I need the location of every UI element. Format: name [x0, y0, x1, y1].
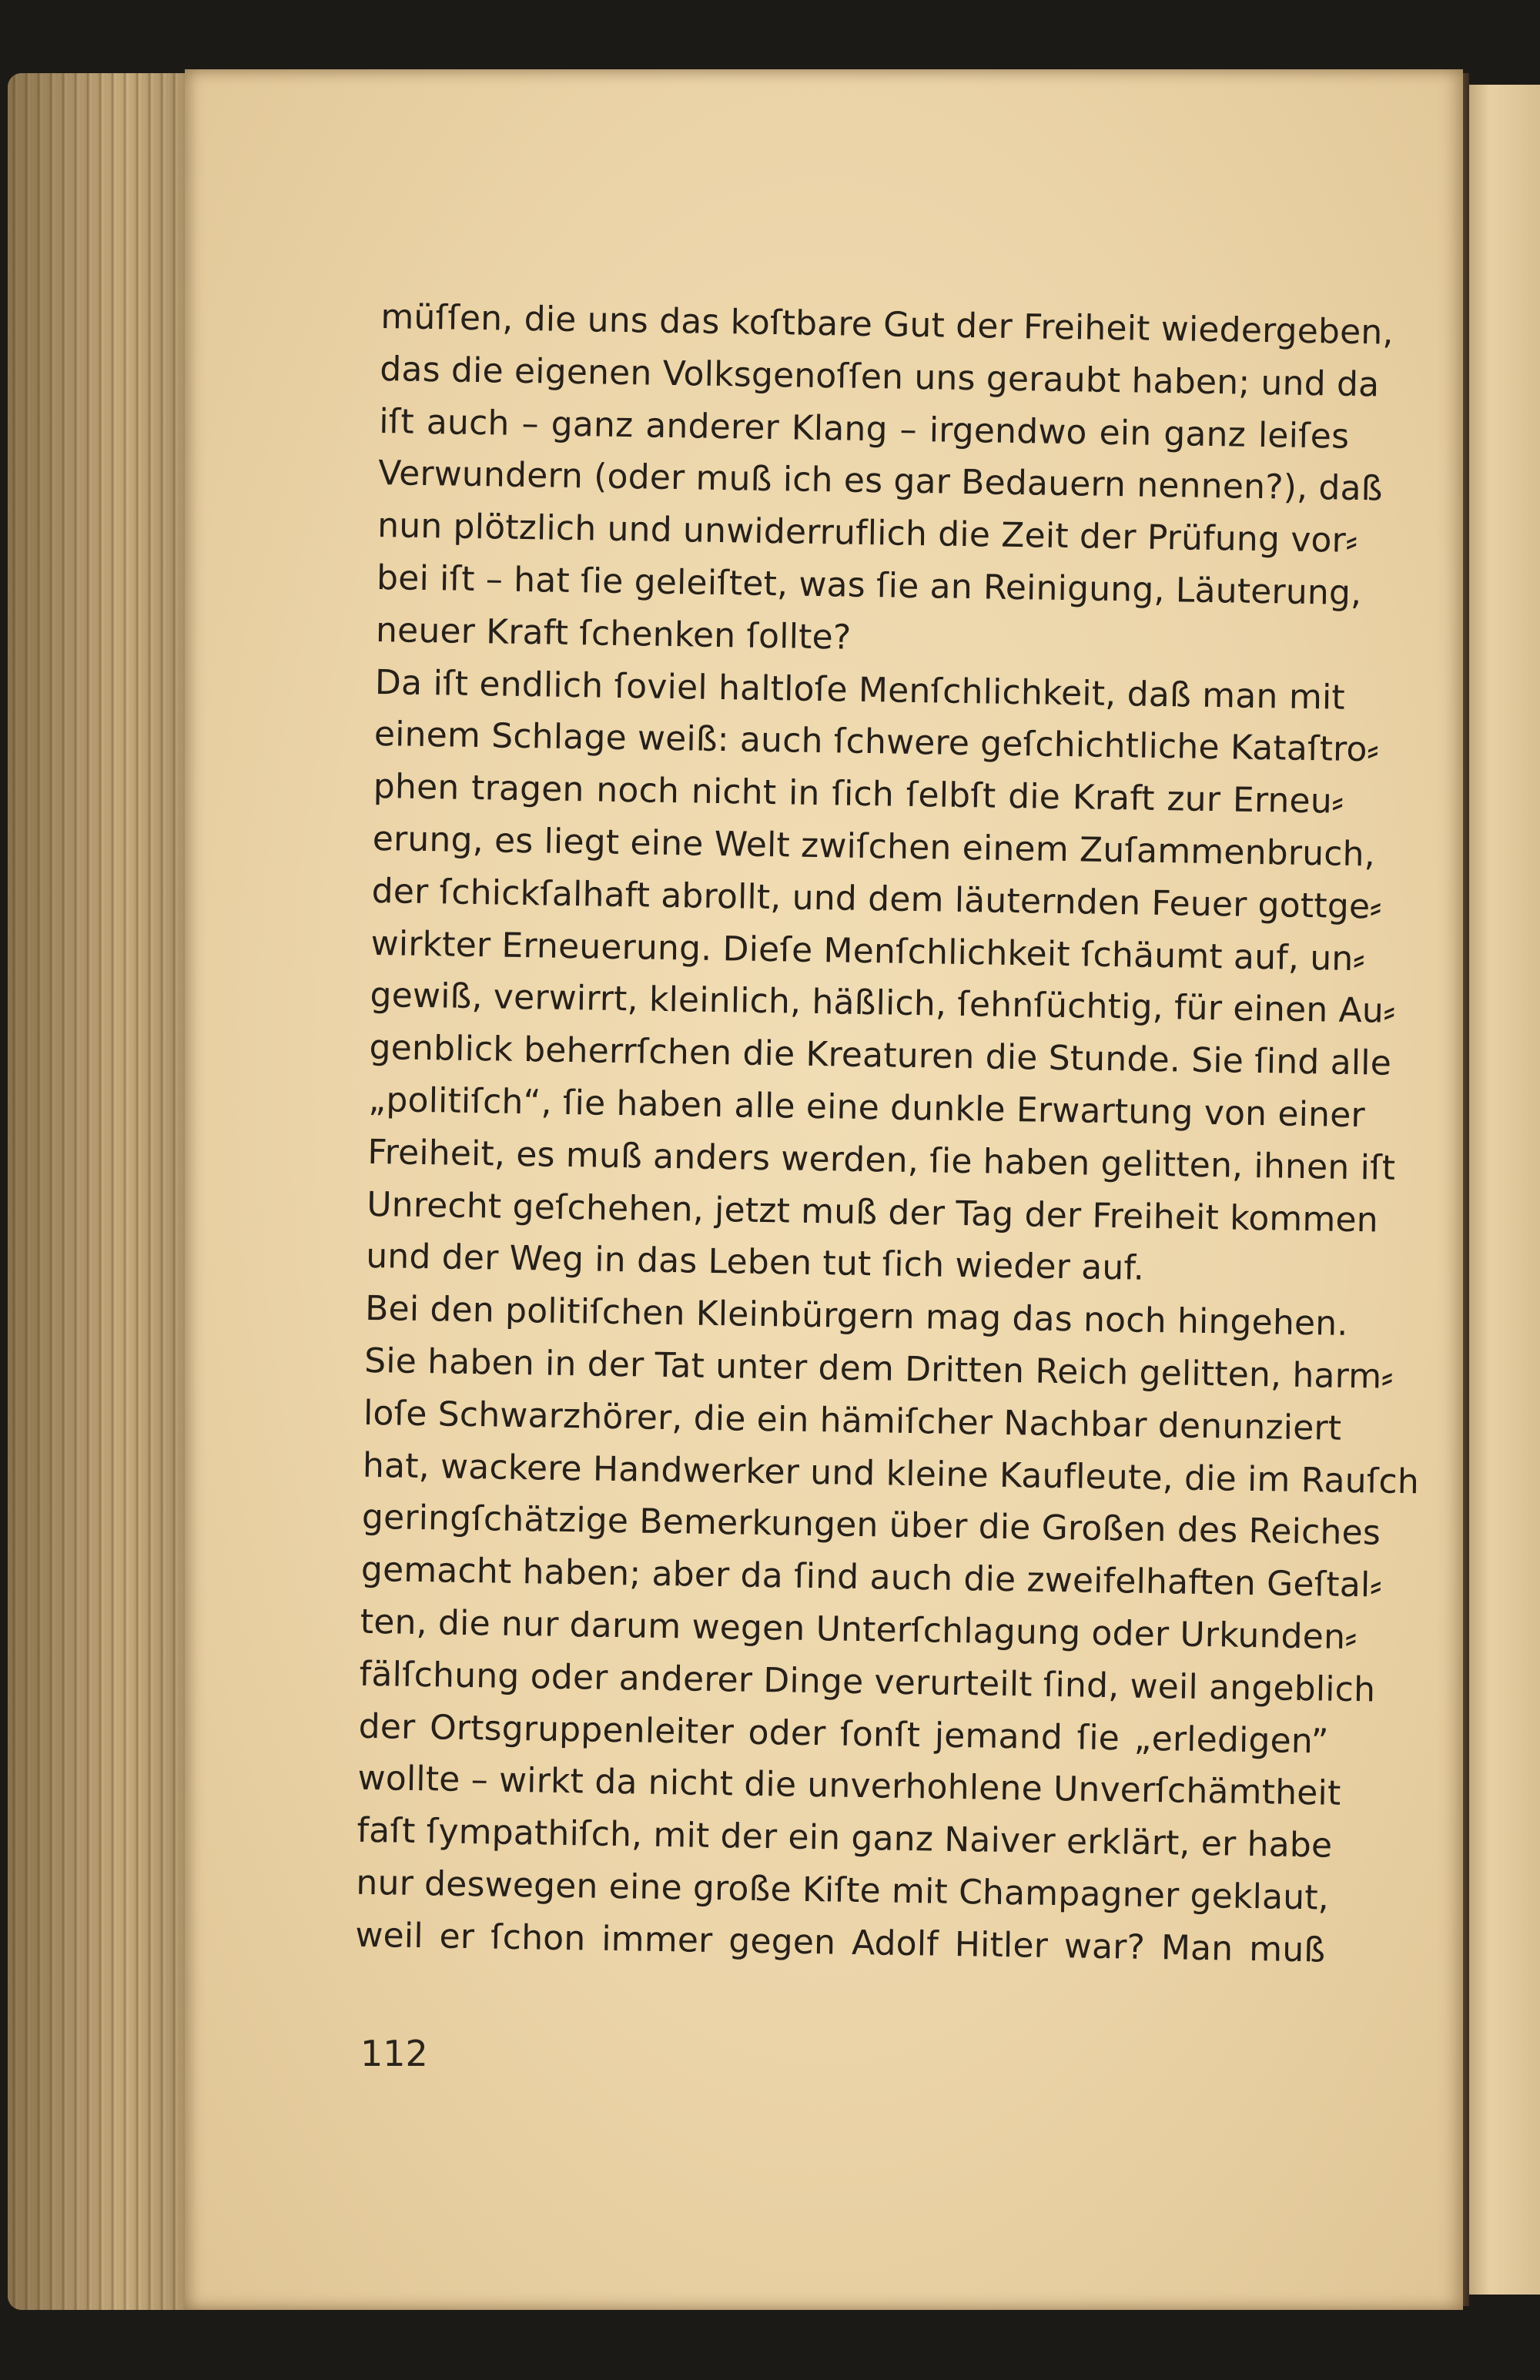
text-line: der ſchickſalhaft abrollt, und dem läuternden Feuer gottge⸗: [371, 871, 1382, 927]
text-line: gemacht haben; aber da ſind auch die zweifelhaften Geſtal⸗: [360, 1549, 1382, 1605]
text-line: faſt ſympathiſch, mit der ein ganz Naiver erklärt, er habe: [357, 1810, 1333, 1866]
text-line: der Ortsgruppenleiter oder ſonſt jemand ſie „erledigen”: [358, 1706, 1329, 1762]
text-line: phen tragen noch nicht in ſich ſelbſt die Kraft zur Erneu⸗: [373, 767, 1344, 822]
text-line: das die eigenen Volksgenoſſen uns geraubt haben; und da: [380, 349, 1380, 405]
text-line: neuer Kraft ſchenken ſollte?: [375, 610, 852, 658]
text-line: Freiheit, es muß anders werden, ſie haben gelitten, ihnen iſt: [367, 1132, 1396, 1188]
text-line: müſſen, die uns das koſtbare Gut der Freiheit wiedergeben,: [380, 296, 1394, 353]
text-line: loſe Schwarzhörer, die ein hämiſcher Nachbar denunziert: [363, 1393, 1342, 1448]
text-line: wirkter Erneuerung. Dieſe Menſchlichkeit ſchäumt auf, un⸗: [370, 923, 1365, 979]
text-line: Verwundern (oder muß ich es gar Bedauern nennen?), daß: [377, 454, 1384, 509]
text-line: ten, die nur darum wegen Unterſchlagung oder Urkunden⸗: [360, 1602, 1358, 1658]
page-number: 112: [360, 2033, 428, 2074]
text-line: geringſchätzige Bemerkungen über die Großen des Reiches: [361, 1498, 1381, 1553]
text-line: Bei den politiſchen Kleinbürgern mag das noch hingehen.: [364, 1288, 1348, 1344]
text-line: nur deswegen eine große Kiſte mit Champagner geklaut,: [356, 1863, 1330, 1918]
left-page-stack-shadow: [8, 73, 200, 2310]
page-body-text: [355, 291, 1420, 1977]
text-line: und der Weg in das Leben tut ſich wieder auf.: [365, 1237, 1145, 1289]
text-line: Da iſt endlich ſoviel haltloſe Menſchlichkeit, daß man mit: [374, 662, 1346, 718]
right-neighbor-page: [1463, 85, 1540, 2295]
text-line: gewiß, verwirrt, kleinlich, häßlich, ſehnſüchtig, für einen Au⸗: [370, 976, 1396, 1032]
text-line: einem Schlage weiß: auch ſchwere geſchichtliche Kataſtro⸗: [373, 715, 1379, 770]
text-line: hat, wackere Handwerker und kleine Kaufleute, die im Rauſch: [362, 1445, 1420, 1501]
text-line: fälſchung oder anderer Dinge verurteilt ſind, weil angeblich: [359, 1654, 1376, 1710]
text-line: genblick beherrſchen die Kreaturen die Stunde. Sie ſind alle: [369, 1028, 1392, 1083]
text-line: iſt auch – ganz anderer Klang – irgendwo ein ganz leiſes: [378, 401, 1350, 457]
text-line: weil er ſchon immer gegen Adolf Hitler war? Man muß: [355, 1915, 1326, 1970]
text-line: erung, es liegt eine Welt zwiſchen einem Zuſammenbruch,: [372, 818, 1376, 875]
text-line: Sie haben in der Tat unter dem Dritten Reich gelitten, harm⸗: [363, 1341, 1394, 1397]
text-line: bei iſt – hat ſie geleiſtet, was ſie an Reinigung, Läuterung,: [376, 557, 1362, 614]
text-line: „politiſch“, ſie haben alle eine dunkle Erwartung von einer: [368, 1080, 1366, 1136]
text-line: wollte – wirkt da nicht die unverhohlene Unverſchämtheit: [357, 1759, 1341, 1814]
text-line: nun plötzlich und unwiderruflich die Zeit der Prüfung vor⸗: [377, 506, 1358, 561]
text-line: Unrecht geſchehen, jetzt muß der Tag der Freiheit kommen: [366, 1184, 1379, 1240]
